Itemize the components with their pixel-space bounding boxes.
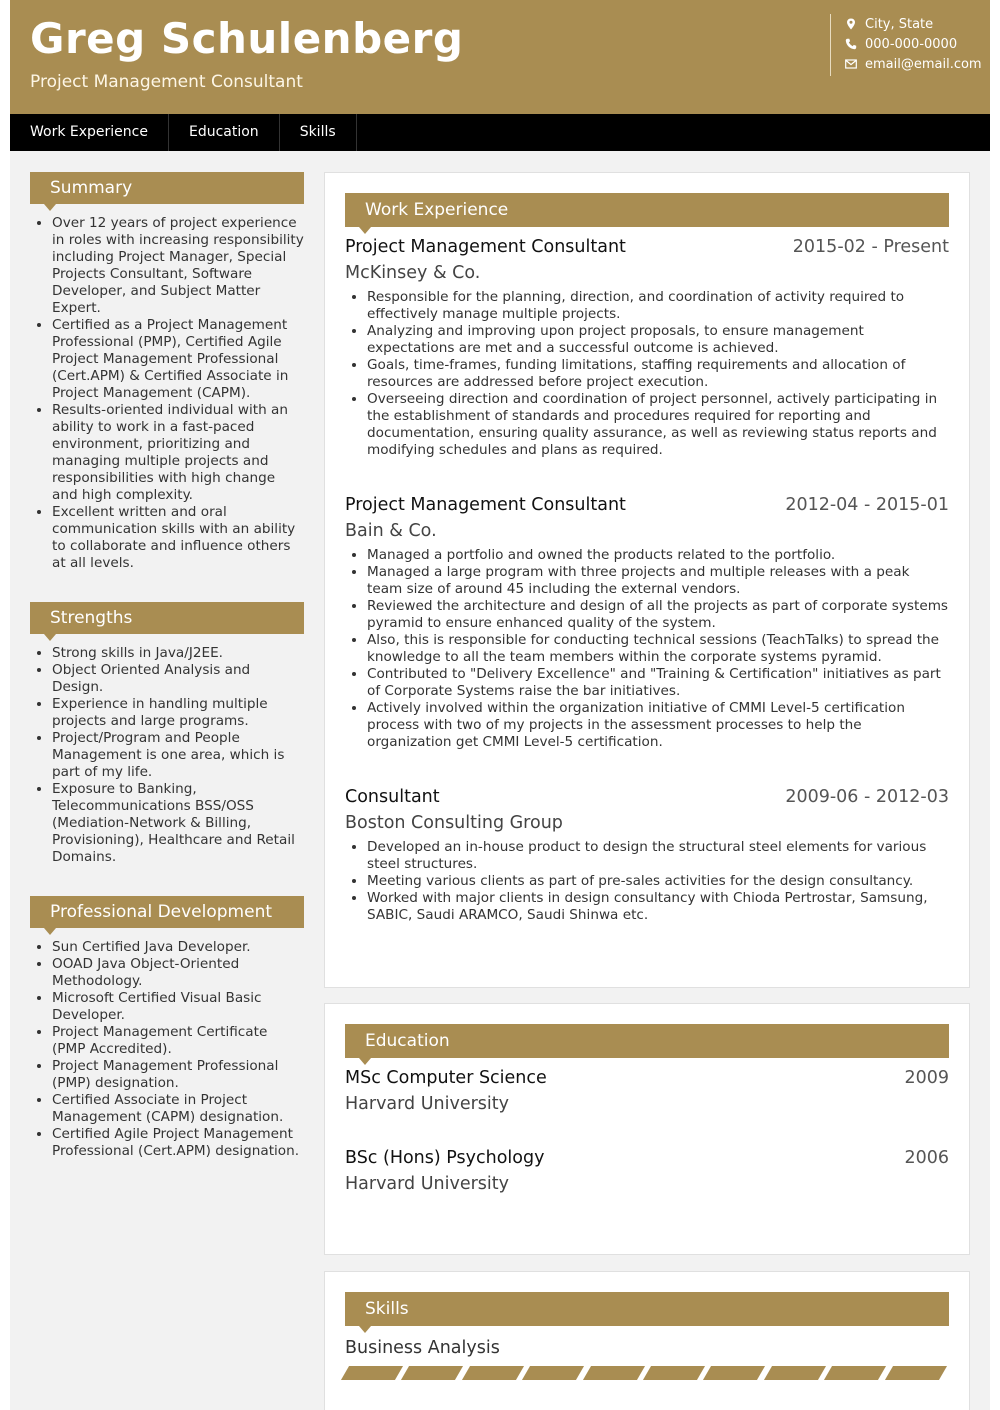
- envelope-icon: [845, 58, 857, 70]
- list-item: • Responsible for the planning, direction, and coordination of activity required to effectively manage multiple projects.: [367, 289, 949, 323]
- list-item: • Meeting various clients as part of pre-sales activities for the design consultancy.: [367, 873, 949, 890]
- job-title: Project Management Consultant: [345, 495, 626, 515]
- candidate-name: Greg Schulenberg: [30, 14, 464, 63]
- contact-location: [845, 14, 982, 34]
- work-experience-card: [324, 172, 970, 988]
- job-company: Bain & Co.: [345, 521, 437, 541]
- list-item: • Microsoft Certified Visual Basic Developer.: [52, 990, 304, 1024]
- skill-level-segment: [703, 1366, 765, 1380]
- education-entry: [345, 1148, 949, 1194]
- map-pin-icon: [845, 18, 857, 30]
- list-item: • Results-oriented individual with an ability to work in a fast-paced environment, prioritizing and managing multiple projects and responsibilities with high change and high complexity.: [52, 402, 304, 504]
- skill-level-segment: [401, 1366, 463, 1380]
- work-experience-title: Work Experience: [345, 193, 949, 227]
- list-item: • Strong skills in Java/J2EE.: [52, 645, 304, 662]
- education-card: [324, 1003, 970, 1255]
- list-item: • Certified Agile Project Management Professional (Cert.APM) designation.: [52, 1126, 304, 1160]
- skill-level-segment: [824, 1366, 886, 1380]
- skill-level-segment: [885, 1366, 947, 1380]
- list-item: • Analyzing and improving upon project proposals, to ensure management expectations are met and a successful outcome is achieved.: [367, 323, 949, 357]
- phone-icon: [845, 38, 857, 50]
- candidate-role: Project Management Consultant: [30, 72, 303, 92]
- list-item: • Object Oriented Analysis and Design.: [52, 662, 304, 696]
- job-entry: [345, 787, 949, 924]
- list-item: • Experience in handling multiple projects and large programs.: [52, 696, 304, 730]
- resume-header: [10, 0, 990, 114]
- list-item: • Overseeing direction and coordination of project personnel, actively participating in the establishment of standards and procedures required for reporting and documentation, ensuring quality assurance, as well as reviewing status reports and modifying schedules and plans as required.: [367, 391, 949, 459]
- profdev-list: [30, 939, 304, 1160]
- degree-title: BSc (Hons) Psychology: [345, 1148, 545, 1168]
- list-item: • Certified Associate in Project Management (CAPM) designation.: [52, 1092, 304, 1126]
- skill-level-segment: [462, 1366, 524, 1380]
- list-item: • Worked with major clients in design consultancy with Chioda Pertrostar, Samsung, SABIC, Saudi ARAMCO, Saudi Shinwa etc.: [367, 890, 949, 924]
- location-text: City, State: [865, 16, 934, 32]
- degree-year: 2006: [904, 1148, 949, 1168]
- contact-info: [830, 14, 982, 76]
- resume-page: [10, 0, 990, 1410]
- skills-card: [324, 1271, 970, 1410]
- education-entry: [345, 1068, 949, 1114]
- summary-section: [30, 172, 304, 572]
- job-date: 2009-06 - 2012-03: [785, 787, 949, 807]
- email-text[interactable]: email@email.com: [865, 56, 982, 72]
- tab-work-experience[interactable]: Work Experience: [10, 114, 169, 151]
- school-name: Harvard University: [345, 1094, 509, 1114]
- list-item: • Project/Program and People Management is one area, which is part of my life.: [52, 730, 304, 781]
- summary-title: Summary: [30, 172, 304, 204]
- list-item: • Also, this is responsible for conducting technical sessions (TeachTalks) to spread the knowledge to all the team members within the corporate systems pyramid.: [367, 632, 949, 666]
- skill-name: Business Analysis: [345, 1338, 500, 1358]
- contact-email: [845, 54, 982, 74]
- education-title: Education: [345, 1024, 949, 1058]
- list-item: • Certified as a Project Management Professional (PMP), Certified Agile Project Management Professional (Cert.APM) & Certified Associate in Project Management (CAPM).: [52, 317, 304, 402]
- job-entry: [345, 237, 949, 459]
- list-item: • Project Management Professional (PMP) designation.: [52, 1058, 304, 1092]
- list-item: • OOAD Java Object-Oriented Methodology.: [52, 956, 304, 990]
- list-item: • Goals, time-frames, funding limitations, staffing requirements and allocation of resources are addressed before project execution.: [367, 357, 949, 391]
- list-item: • Over 12 years of project experience in roles with increasing responsibility including Project Manager, Special Projects Consultant, Software Developer, and Subject Matter Expert.: [52, 215, 304, 317]
- section-nav: [10, 114, 990, 151]
- list-item: • Project Management Certificate (PMP Accredited).: [52, 1024, 304, 1058]
- job-company: McKinsey & Co.: [345, 263, 481, 283]
- skill-level-segment: [643, 1366, 705, 1380]
- job-entry: [345, 495, 949, 751]
- skill-level-segment: [583, 1366, 645, 1380]
- list-item: • Actively involved within the organization initiative of CMMI Level-5 certification process with two of my projects in the assessment processes to help the organization get CMMI Level-5 certification.: [367, 700, 949, 751]
- job-title: Project Management Consultant: [345, 237, 626, 257]
- profdev-section: [30, 896, 304, 1160]
- skill-level-segment: [341, 1366, 403, 1380]
- profdev-title: Professional Development: [30, 896, 304, 928]
- skill-level-segment: [522, 1366, 584, 1380]
- strengths-title: Strengths: [30, 602, 304, 634]
- degree-title: MSc Computer Science: [345, 1068, 547, 1088]
- job-date: 2012-04 - 2015-01: [785, 495, 949, 515]
- skills-title: Skills: [345, 1292, 949, 1326]
- strengths-list: [30, 645, 304, 866]
- job-bullets: [345, 839, 949, 924]
- list-item: • Excellent written and oral communication skills with an ability to collaborate and influence others at all levels.: [52, 504, 304, 572]
- list-item: • Managed a portfolio and owned the products related to the portfolio.: [367, 547, 949, 564]
- skill-level-segment: [764, 1366, 826, 1380]
- sidebar: [30, 172, 304, 1190]
- school-name: Harvard University: [345, 1174, 509, 1194]
- list-item: • Reviewed the architecture and design of all the projects as part of corporate systems pyramid to ensure enhanced quality of the system.: [367, 598, 949, 632]
- list-item: • Exposure to Banking, Telecommunications BSS/OSS (Mediation-Network & Billing, Provisioning), Healthcare and Retail Domains.: [52, 781, 304, 866]
- tab-education[interactable]: Education: [169, 114, 280, 151]
- tab-skills[interactable]: Skills: [280, 114, 357, 151]
- skill-level-bar: [345, 1366, 949, 1380]
- list-item: • Sun Certified Java Developer.: [52, 939, 304, 956]
- job-date: 2015-02 - Present: [792, 237, 949, 257]
- contact-phone: [845, 34, 982, 54]
- job-bullets: [345, 547, 949, 751]
- list-item: • Managed a large program with three projects and multiple releases with a peak team size of around 45 including the external vendors.: [367, 564, 949, 598]
- job-company: Boston Consulting Group: [345, 813, 563, 833]
- job-title: Consultant: [345, 787, 440, 807]
- degree-year: 2009: [904, 1068, 949, 1088]
- summary-list: [30, 215, 304, 572]
- phone-text: 000-000-0000: [865, 36, 958, 52]
- list-item: • Contributed to "Delivery Excellence" and "Training & Certification" initiatives as part of Corporate Systems raise the bar initiatives.: [367, 666, 949, 700]
- job-bullets: [345, 289, 949, 459]
- list-item: • Developed an in-house product to design the structural steel elements for various steel structures.: [367, 839, 949, 873]
- strengths-section: [30, 602, 304, 866]
